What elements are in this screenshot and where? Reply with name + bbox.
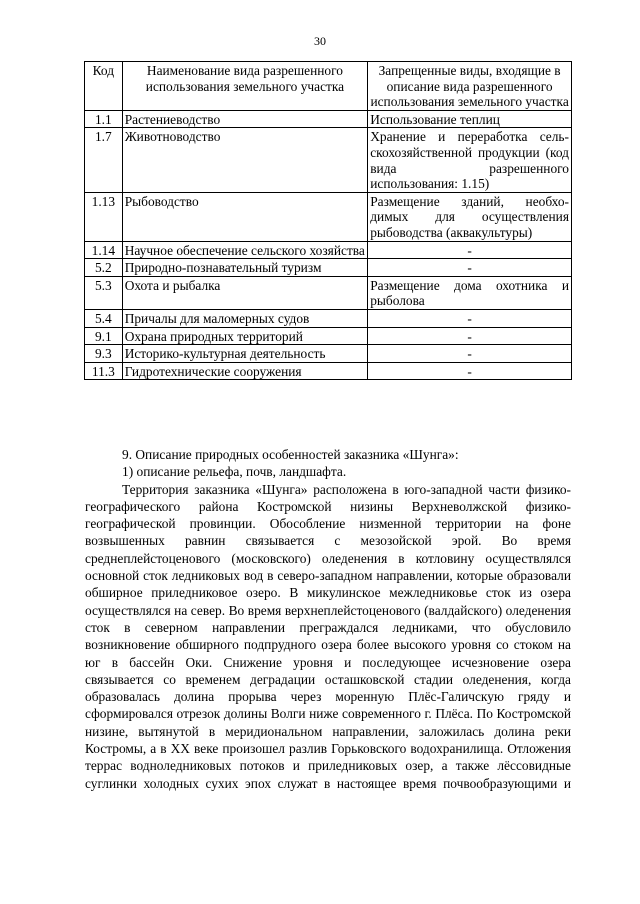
table-row	[85, 259, 572, 277]
cell-forbidden: -	[368, 327, 572, 345]
cell-name: Рыбоводство	[122, 192, 368, 241]
table-row	[85, 309, 572, 327]
cell-code: 9.3	[85, 345, 123, 363]
cell-name: Животноводство	[122, 128, 368, 192]
cell-forbidden: -	[368, 309, 572, 327]
section-text	[85, 446, 571, 792]
cell-code: 5.2	[85, 259, 123, 277]
cell-name: Причалы для маломерных судов	[122, 309, 368, 327]
cell-name: Природно-познавательный туризм	[122, 259, 368, 277]
section-subheading: 1) описание рельефа, почв, ландшафта.	[122, 464, 347, 480]
cell-forbidden: -	[368, 259, 572, 277]
table-row	[85, 192, 572, 241]
cell-forbidden: Хранение и переработка сель-скохозяйственной продукции (код вида разрешенного использования: 1.15)	[368, 128, 572, 192]
cell-forbidden: -	[368, 345, 572, 363]
cell-forbidden: Использование теплиц	[368, 110, 572, 128]
table-row	[85, 362, 572, 380]
cell-code: 5.4	[85, 309, 123, 327]
table-row	[85, 110, 572, 128]
cell-name: Научное обеспечение сельского хозяйства	[122, 241, 368, 259]
table-row	[85, 128, 572, 192]
cell-code: 1.1	[85, 110, 123, 128]
cell-code: 1.7	[85, 128, 123, 192]
cell-name: Охрана природных территорий	[122, 327, 368, 345]
section-heading: 9. Описание природных особенностей заказника «Шунга»:	[122, 447, 459, 462]
cell-name: Растениеводство	[122, 110, 368, 128]
header-name: Наименование вида разрешенного использования земельного участка	[122, 62, 368, 111]
cell-code: 9.1	[85, 327, 123, 345]
header-forbidden: Запрещенные виды, входящие в описание вида разрешенного использования земельного участка	[368, 62, 572, 111]
table-header-row	[85, 62, 572, 111]
table-row	[85, 327, 572, 345]
header-code: Код	[85, 62, 123, 111]
cell-forbidden: Размещение дома охотника и рыболова	[368, 276, 572, 309]
cell-code: 11.3	[85, 362, 123, 380]
page-number: 30	[314, 34, 326, 48]
cell-forbidden: -	[368, 362, 572, 380]
cell-code: 1.14	[85, 241, 123, 259]
table-row	[85, 241, 572, 259]
section-paragraph: Территория заказника «Шунга» расположена в юго-западной части физико-географического района Костромской низины Верхневолжской физико-географической провинции. Обособление низменной территории на фоне возвышенных равнин связывается с мезозойской эрой. Во время среднеплейстоценового (московского) оледенения в котловину осуществлялся основной сток ледниковых вод в северо-западном направлении, которые образовали обширное приледниковое озеро. В микулинское межледниковье сток из озера осуществлялся на север. Во время верхнеплейстоценового (валдайского) оледенения сток в северном направлении преграждался ледниками, что обусловило возникновение обширного подпрудного озера более высокого уровня со стоком на юг в бассейн Оки. Снижение уровня и последующее исчезновение озера связывается со временем деградации осташковской стадии оледенения, когда образовалась долина прорыва через моренную Плёс-Галичскую гряду и сформировался отрезок долины Волги ниже современного г. Плёса. По Костромской низине, вытянутой в меридиональном направлении, заложилась долина реки Костромы, а в XX веке произошел разлив Горьковского водохранилища. Отложения террас водноледниковых потоков и приледниковых озер, а также лёссовидные суглинки холодных сухих эпох служат в настоящее время почвообразующими и	[85, 481, 571, 791]
cell-forbidden: Размещение зданий, необхо-димых для осуществления рыбоводства (аквакультуры)	[368, 192, 572, 241]
cell-name: Гидротехнические сооружения	[122, 362, 368, 380]
cell-forbidden: -	[368, 241, 572, 259]
cell-code: 5.3	[85, 276, 123, 309]
table-row	[85, 345, 572, 363]
cell-code: 1.13	[85, 192, 123, 241]
cell-name: Охота и рыбалка	[122, 276, 368, 309]
table-row	[85, 276, 572, 309]
land-use-table	[84, 61, 572, 380]
cell-name: Историко-культурная деятельность	[122, 345, 368, 363]
